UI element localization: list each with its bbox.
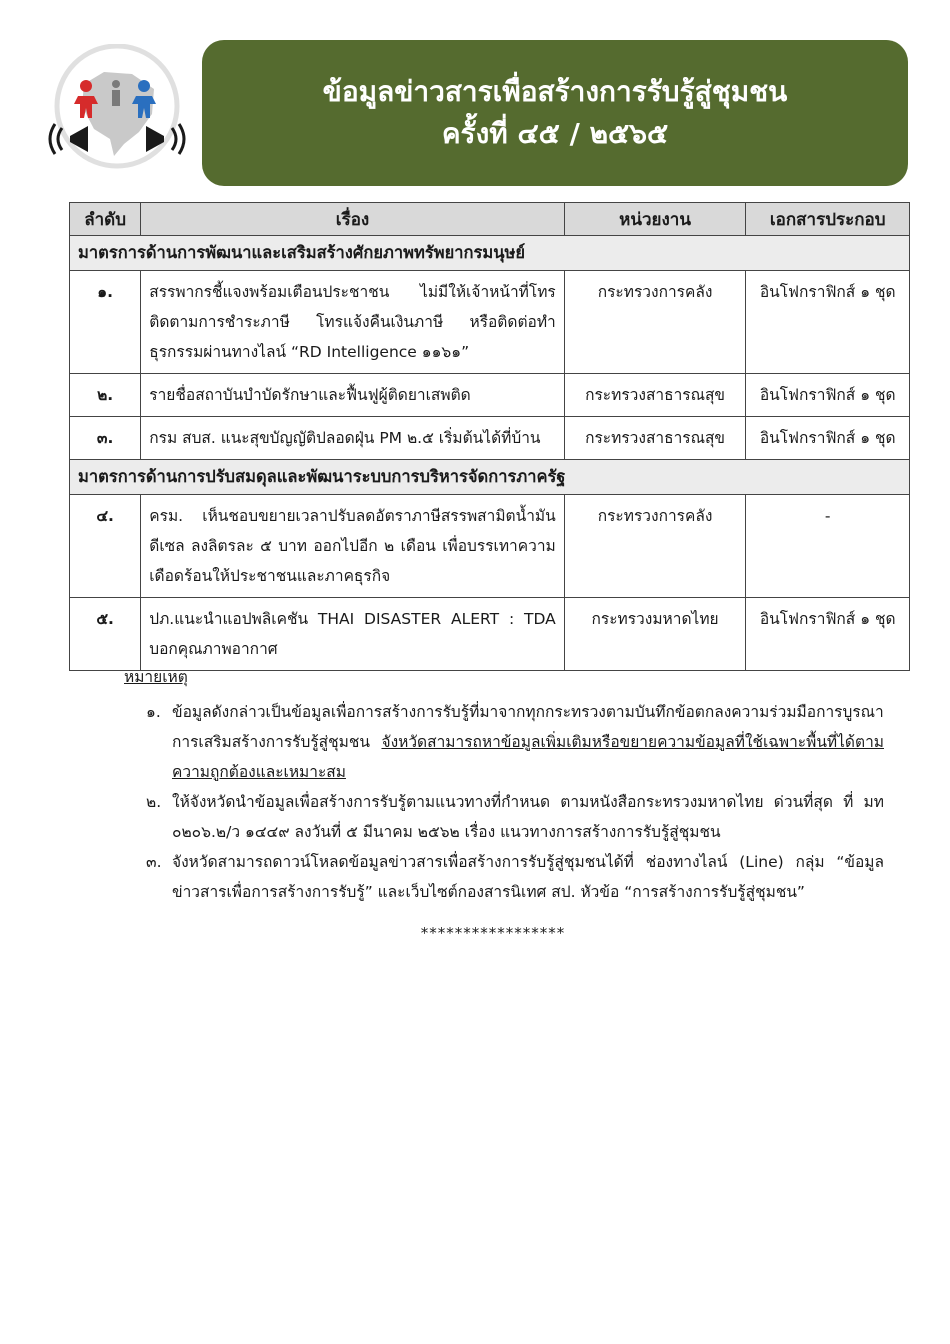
note-number: ๑. (146, 703, 161, 721)
row-subject: รายชื่อสถาบันบำบัดรักษาและฟื้นฟูผู้ติดยาเสพติด (141, 374, 565, 417)
row-subject: กรม สบส. แนะสุขบัญญัติปลอดฝุ่น PM ๒.๕ เริ่มต้นได้ที่บ้าน (141, 417, 565, 460)
header-agency: หน่วยงาน (564, 203, 746, 236)
table-row (70, 495, 910, 598)
table-header-row (70, 203, 910, 236)
title-line-2: ครั้งที่ ๔๕ / ๒๕๖๕ (441, 117, 669, 150)
table-row (70, 374, 910, 417)
logo (44, 44, 190, 174)
note-item (124, 697, 884, 787)
title-line-1: ข้อมูลข่าวสารเพื่อสร้างการรับรู้สู่ชุมชน (322, 75, 788, 108)
notes-title: หมายเหตุ (124, 668, 188, 686)
row-document: - (746, 495, 910, 598)
header-subject: เรื่อง (141, 203, 565, 236)
note-item (124, 847, 884, 907)
row-number: ๕. (70, 598, 141, 671)
row-number: ๓. (70, 417, 141, 460)
header-no: ลำดับ (70, 203, 141, 236)
section-title: มาตรการด้านการพัฒนาและเสริมสร้างศักยภาพทรัพยากรมนุษย์ (70, 236, 910, 271)
row-agency: กระทรวงสาธารณสุข (564, 417, 746, 460)
note-number: ๒. (146, 793, 162, 811)
news-table (69, 202, 910, 671)
section-title: มาตรการด้านการปรับสมดุลและพัฒนาระบบการบริหารจัดการภาครัฐ (70, 460, 910, 495)
row-subject: ปภ.แนะนำแอปพลิเคชัน THAI DISASTER ALERT : TDA บอกคุณภาพอากาศ (141, 598, 565, 671)
row-document: อินโฟกราฟิกส์ ๑ ชุด (746, 417, 910, 460)
row-number: ๒. (70, 374, 141, 417)
row-subject: สรรพากรชี้แจงพร้อมเตือนประชาชน ไม่มีให้เจ้าหน้าที่โทรติดตามการชำระภาษี โทรแจ้งคืนเงินภาษี หรือติดต่อทำธุรกรรมผ่านทางไลน์ “RD Intelligence ๑๑๖๑” (141, 271, 565, 374)
section-row (70, 460, 910, 495)
row-number: ๑. (70, 271, 141, 374)
table-row (70, 598, 910, 671)
row-document: อินโฟกราฟิกส์ ๑ ชุด (746, 374, 910, 417)
section-row (70, 236, 910, 271)
table-row (70, 271, 910, 374)
note-text: ให้จังหวัดนำข้อมูลเพื่อสร้างการรับรู้ตามแนวทางที่กำหนด ตามหนังสือกระทรวงมหาดไทย ด่วนที่สุด ที่ มท ๐๒๐๖.๒/ว ๑๔๔๙ ลงวันที่ ๕ มีนาคม ๒๕๖๒ เรื่อง แนวทางการสร้างการรับรู้สู่ชุมชน (172, 793, 884, 841)
note-text: ข้อมูลดังกล่าวเป็นข้อมูลเพื่อการสร้างการรับรู้ที่มาจากทุกกระทรวงตามบันทึกข้อตกลงความร่วมมือการบูรณาการเสริมสร้างการรับรู้สู่ชุมชน (172, 703, 884, 751)
title-banner (202, 40, 908, 186)
row-document: อินโฟกราฟิกส์ ๑ ชุด (746, 271, 910, 374)
row-agency: กระทรวงการคลัง (564, 495, 746, 598)
row-document: อินโฟกราฟิกส์ ๑ ชุด (746, 598, 910, 671)
note-number: ๓. (146, 853, 162, 871)
table-row (70, 417, 910, 460)
row-agency: กระทรวงการคลัง (564, 271, 746, 374)
note-text: จังหวัดสามารถดาวน์โหลดข้อมูลข่าวสารเพื่อสร้างการรับรู้สู่ชุมชนได้ที่ ช่องทางไลน์ (Line) กลุ่ม “ข้อมูลข่าวสารเพื่อการสร้างการรับรู้” และเว็บไซต์กองสารนิเทศ สป. หัวข้อ “การสร้างการรับรู้สู่ชุมชน” (172, 853, 884, 901)
row-agency: กระทรวงสาธารณสุข (564, 374, 746, 417)
note-item (124, 787, 884, 847)
header-document: เอกสารประกอบ (746, 203, 910, 236)
row-number: ๔. (70, 495, 141, 598)
notes (124, 664, 884, 907)
end-marker: ***************** (420, 924, 566, 942)
note-emphasis: จังหวัดสามารถหาข้อมูลเพิ่มเติมหรือขยายความข้อมูลที่ใช้เฉพาะพื้นที่ได้ตามความถูกต้องและเหมาะสม (172, 733, 884, 781)
row-subject: ครม. เห็นชอบขยายเวลาปรับลดอัตราภาษีสรรพสามิตน้ำมันดีเซล ลงลิตรละ ๕ บาท ออกไปอีก ๒ เดือน เพื่อบรรเทาความเดือดร้อนให้ประชาชนและภาคธุรกิจ (141, 495, 565, 598)
row-agency: กระทรวงมหาดไทย (564, 598, 746, 671)
